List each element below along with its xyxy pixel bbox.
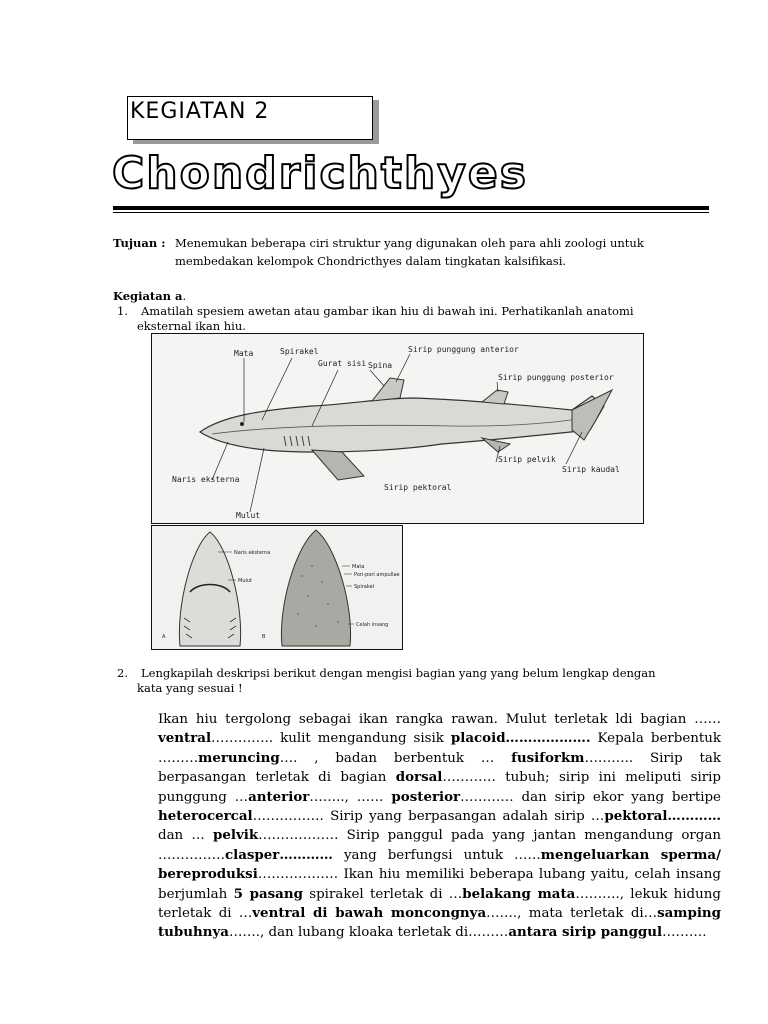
- answer-side-of-body: samping tubuhnya: [158, 905, 722, 941]
- desc-text-07: …….., ……: [309, 789, 392, 805]
- desc-text-01: Ikan hiu tergolong sebagai ikan rangka rawan. Mulut terletak ldi bagian ……: [158, 712, 721, 727]
- answer-placoid: placoid……………….: [450, 730, 591, 747]
- step-2-line-2: kata yang sesuai !: [137, 681, 243, 695]
- answer-ventral: ventral: [158, 730, 212, 747]
- head-label-mouth: Mulut: [238, 578, 253, 584]
- step-1-line-1: Amatilah spesiem awetan atau gambar ikan hiu di bawah ini. Perhatikanlah anatomi: [141, 304, 634, 318]
- label-eye: Mata: [234, 349, 254, 358]
- step-1-text: [137, 304, 634, 334]
- desc-text-06: ………… tubuh; sirip ini meliputi sirip punggung …: [158, 770, 721, 805]
- head-drawing: [152, 526, 402, 649]
- desc-text-04: …. , badan berbentuk …: [279, 750, 512, 766]
- step-1-number: 1.: [117, 304, 128, 318]
- head-label-a: A: [162, 634, 166, 640]
- answer-posterior: posterior: [391, 788, 461, 805]
- desc-text-05: ……….. Sirip tak berpasangan terletak di bagian: [158, 750, 721, 786]
- label-pelvic-fin: Sirip pelvik: [498, 455, 556, 464]
- objective-text: [175, 234, 715, 270]
- activity-title: KEGIATAN 2: [130, 99, 270, 124]
- objective-line-2: membedakan kelompok Chondricthyes dalam tingkatan kalsifikasi.: [175, 254, 567, 268]
- label-nostril: Naris eksterna: [172, 475, 240, 484]
- answer-heterocercal: heterocercal: [158, 808, 253, 825]
- step-1: [117, 304, 717, 336]
- desc-text-12: yang berfungsi untuk ……: [332, 847, 541, 863]
- shark-anatomy-figure: [151, 333, 644, 524]
- desc-text-08: ………… dan sirip ekor yang bertipe: [460, 789, 721, 805]
- activity-title-box: [127, 96, 373, 140]
- label-pectoral-fin: Sirip pektoral: [384, 483, 452, 492]
- head-dorsal: [281, 530, 350, 646]
- desc-text-10: dan …: [158, 828, 213, 844]
- label-caudal-fin: Sirip kaudal: [562, 465, 620, 474]
- desc-text-02: ………….. kulit mengandung sisik: [211, 731, 451, 747]
- answer-reproduction: mengeluarkan sperma/ bereproduksi: [158, 846, 721, 883]
- head-label-b: B: [262, 634, 266, 640]
- step-2-number: 2.: [117, 666, 128, 680]
- activity-a-heading: [113, 289, 186, 303]
- answer-five-pairs: 5 pasang: [233, 885, 303, 902]
- page-title: Chondrichthyes: [112, 148, 528, 199]
- step-2-text: [137, 666, 656, 696]
- answer-pektoral: pektoral…………: [604, 808, 721, 825]
- pectoral-fin: [312, 450, 364, 480]
- label-posterior-dorsal: Sirip punggung posterior: [498, 373, 614, 382]
- dorsal-fin-posterior: [482, 390, 508, 404]
- answer-fusiform: fusiforkm: [511, 749, 585, 766]
- shark-eye: [240, 422, 244, 426]
- dorsal-fin-anterior: [372, 378, 404, 401]
- head-label-nostril: Naris eksterna: [234, 550, 271, 556]
- shark-head-figure: [151, 525, 403, 650]
- head-label-spiracle: Spirakel: [354, 584, 375, 590]
- answer-anterior: anterior: [248, 788, 310, 805]
- objective-label: Tujuan :: [113, 236, 166, 250]
- desc-text-15: ………., lekuk hidung terletak di …: [158, 886, 721, 922]
- desc-text-03: Kepala berbentuk ………: [158, 731, 722, 766]
- answer-meruncing: meruncing: [198, 749, 280, 766]
- activity-a-suffix: .: [182, 289, 187, 303]
- title-rule-thick: [113, 206, 709, 210]
- label-spine: Spina: [368, 361, 393, 370]
- shark-body: [200, 396, 604, 452]
- step-1-line-2: eksternal ikan hiu.: [137, 319, 246, 333]
- desc-text-11: ……………… Sirip panggul pada yang jantan mengandung organ ……………: [158, 828, 721, 863]
- desc-text-14: spirakel terletak di …: [302, 886, 463, 902]
- answer-pelvik: pelvik: [213, 827, 259, 844]
- title-rule-thin: [113, 212, 709, 213]
- label-anterior-dorsal: Sirip punggung anterior: [408, 345, 519, 354]
- desc-text-17: ……., dan lubang kloaka terletak di………: [228, 925, 509, 941]
- objective-line-1: Menemukan beberapa ciri struktur yang digunakan oleh para ahli zoologi untuk: [175, 236, 644, 250]
- answer-clasper: clasper…………: [224, 846, 333, 863]
- desc-text-16: ……., mata terletak di…: [486, 906, 658, 922]
- answer-ventral-under-snout: ventral di bawah moncongnya: [252, 905, 487, 922]
- answer-dorsal: dorsal: [395, 769, 443, 786]
- head-label-eye: Mata: [352, 564, 365, 570]
- label-lateral-line: Gurat sisi: [318, 359, 367, 368]
- description-paragraph: [158, 711, 721, 943]
- pelvic-fin: [482, 438, 510, 452]
- step-2-line-1: Lengkapilah deskripsi berikut dengan mengisi bagian yang yang belum lengkap dengan: [141, 666, 656, 680]
- head-label-gill-slit: Celah insang: [356, 622, 389, 628]
- label-mouth: Mulut: [236, 511, 261, 520]
- step-2: [117, 666, 717, 698]
- answer-between-pelvic-fins: antara sirip panggul: [508, 924, 663, 941]
- shark-drawing: [152, 334, 643, 523]
- head-label-pores: Pori-pori ampullae: [354, 572, 400, 578]
- activity-a-label: Kegiatan a: [113, 289, 183, 303]
- desc-text-18: ……….: [662, 925, 707, 941]
- desc-text-13: ……………… Ikan hiu memiliki beberapa lubang yaitu, celah insang berjumlah: [158, 867, 721, 902]
- answer-behind-eye: belakang mata: [462, 885, 576, 902]
- desc-text-09: ……………. Sirip yang berpasangan adalah sirip …: [252, 809, 605, 825]
- label-spiracle: Spirakel: [280, 347, 319, 356]
